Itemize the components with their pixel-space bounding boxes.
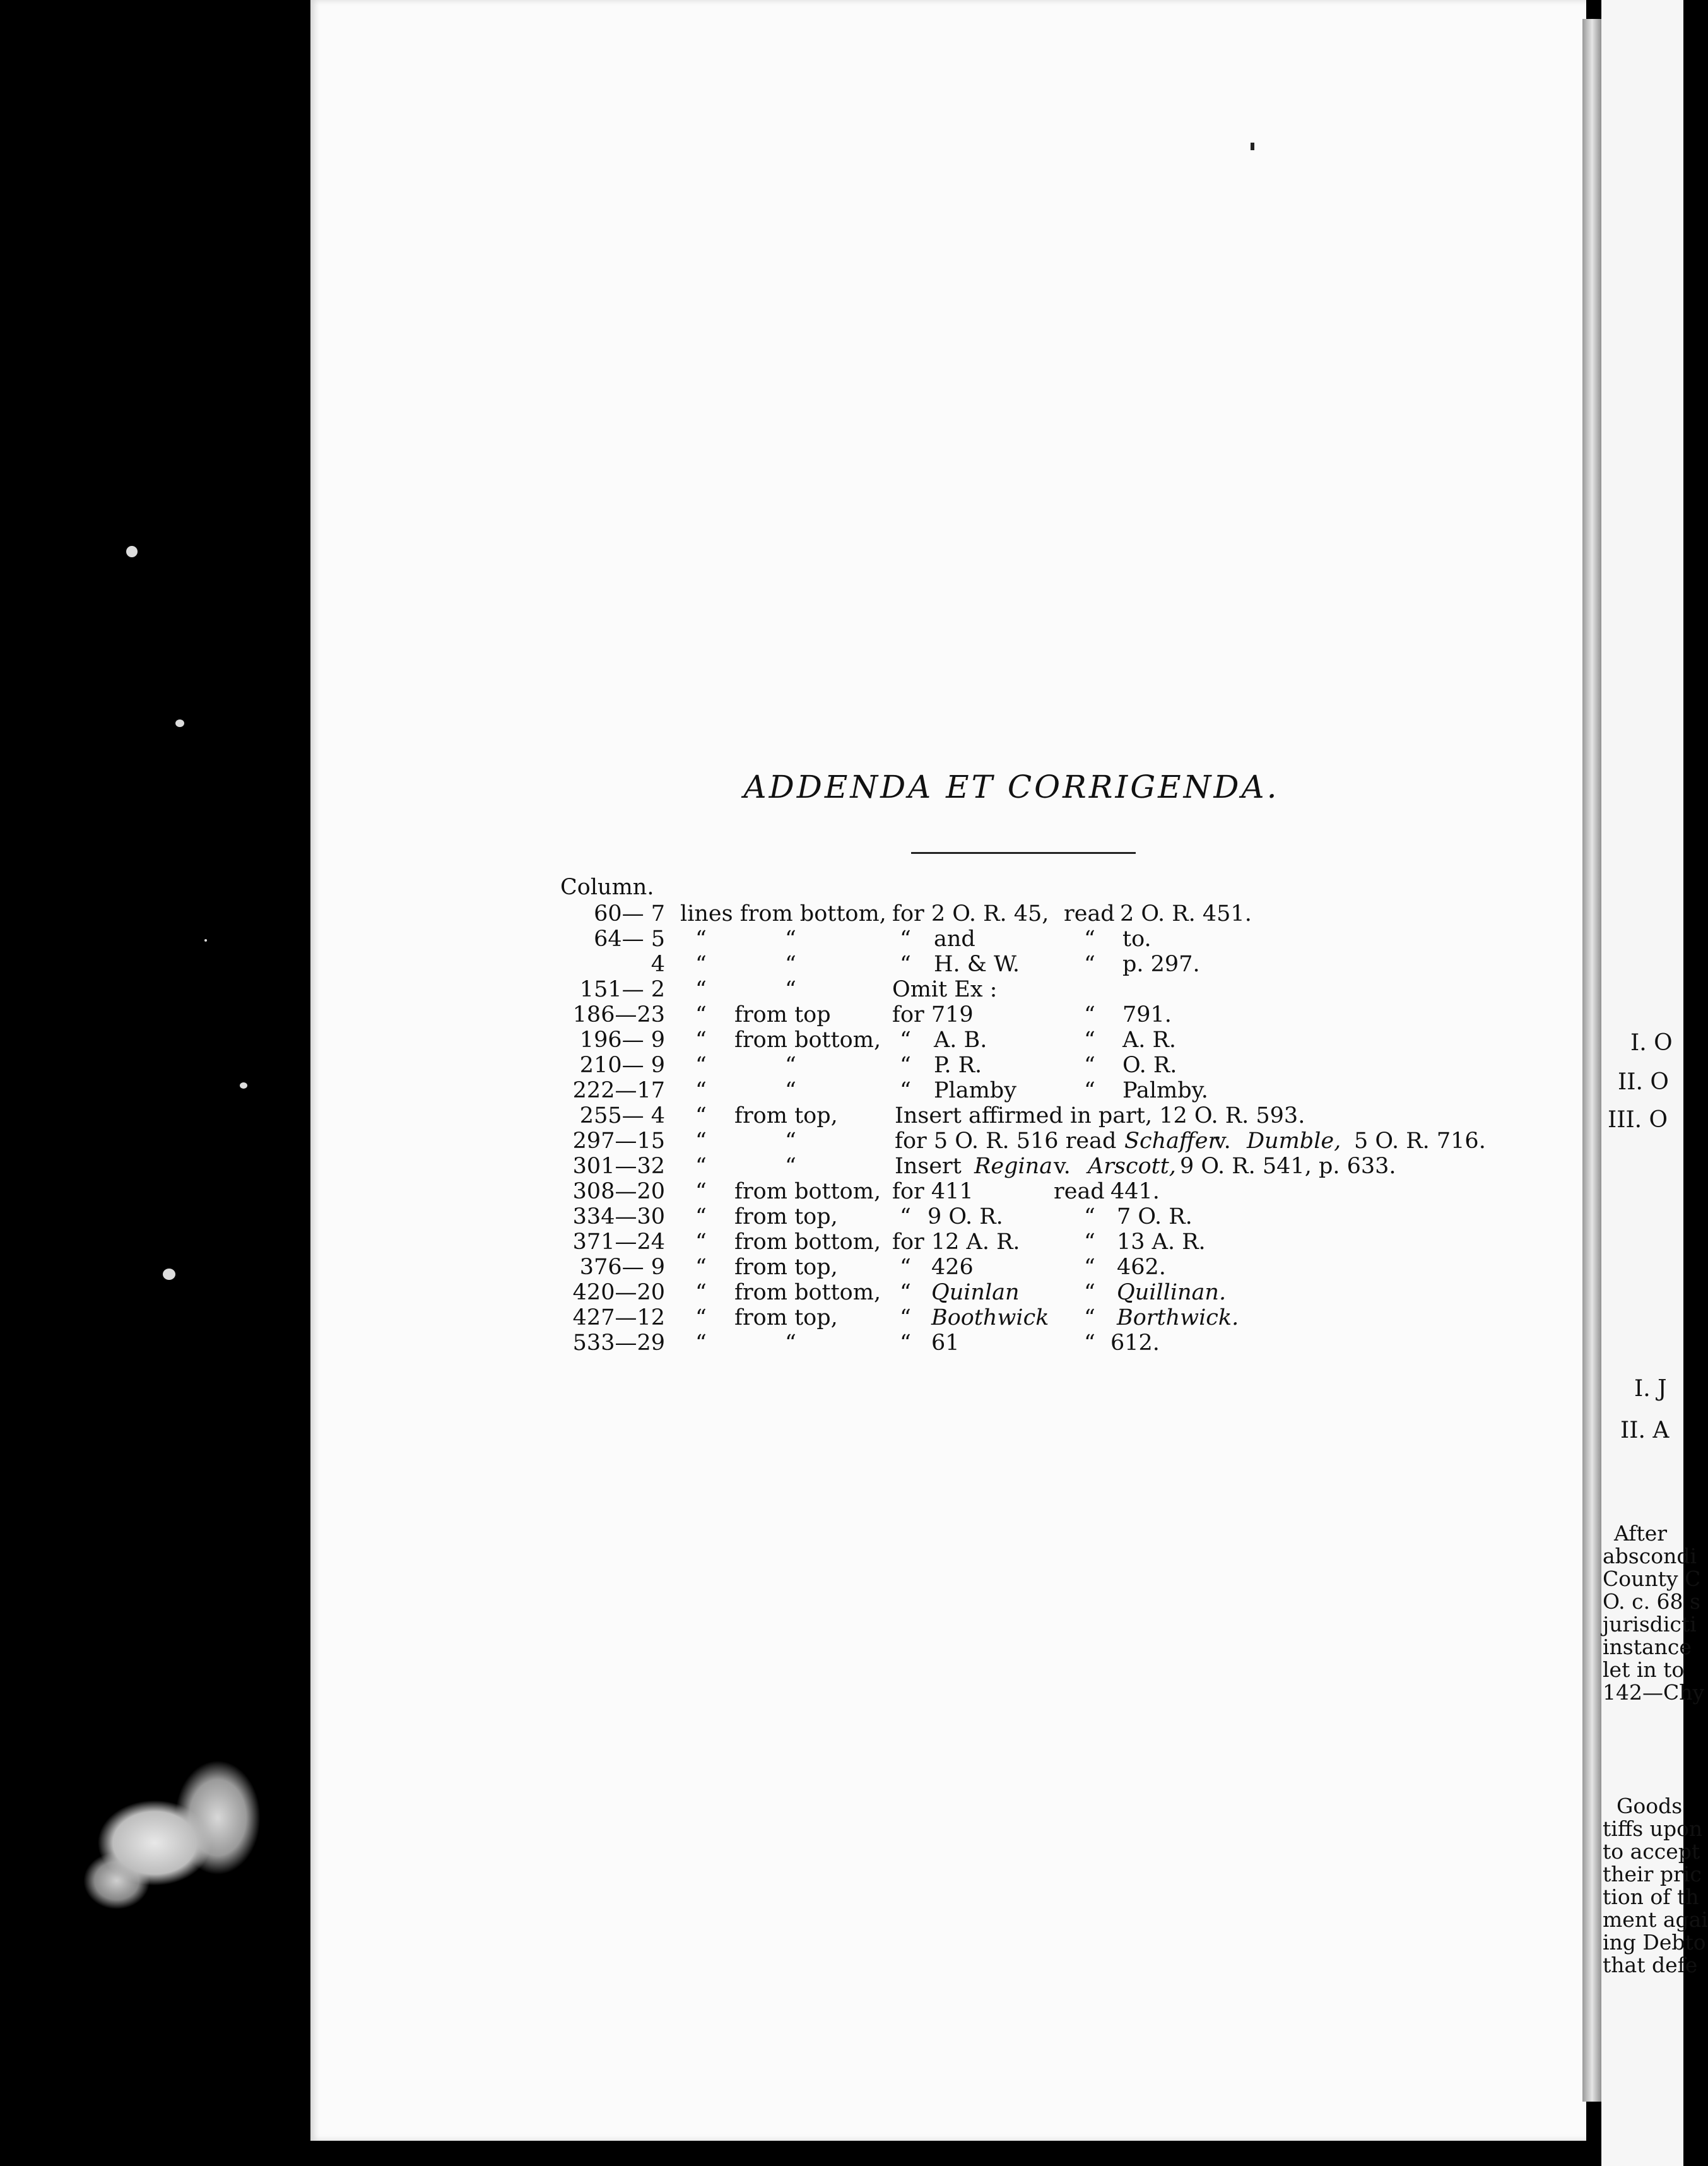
title-rule	[911, 852, 1136, 854]
action-text: P. R.	[934, 1053, 982, 1078]
paragraph-fragment: that defe	[1603, 1953, 1698, 1977]
action-text: 9 O. R.	[928, 1204, 1003, 1229]
column-ref: 186—23	[572, 1002, 665, 1027]
read-word: read	[1064, 901, 1115, 926]
ditto-mark: “	[900, 1280, 911, 1305]
action-text: 61	[931, 1330, 960, 1356]
column-ref: 196— 9	[579, 1027, 665, 1053]
action-text: Omit Ex :	[892, 977, 998, 1002]
ditto-mark: “	[900, 952, 911, 977]
ditto-mark: “	[785, 1078, 796, 1103]
correction-text: 612.	[1110, 1330, 1160, 1356]
ditto-mark: “	[695, 1229, 707, 1255]
ditto-mark: “	[900, 1053, 911, 1078]
corrigenda-row	[310, 1229, 1586, 1255]
ditto-mark: “	[1084, 1305, 1095, 1330]
action-text: for 411	[892, 1179, 974, 1204]
paragraph-fragment: Goods	[1617, 1794, 1683, 1818]
heading-fragment: I. J	[1634, 1376, 1667, 1402]
ditto-mark: “	[695, 1103, 707, 1128]
paragraph-fragment: ing Debto	[1603, 1930, 1706, 1955]
corrigenda-row	[310, 1280, 1586, 1305]
case-name: Boothwick	[931, 1305, 1049, 1330]
correction-text: 2 O. R. 451.	[1120, 901, 1252, 926]
citation-text: 5 O. R. 716.	[1354, 1128, 1486, 1154]
ditto-mark: “	[900, 1330, 911, 1356]
action-text: A. B.	[934, 1027, 987, 1053]
location-text: lines from bottom,	[680, 901, 886, 926]
column-ref: 533—29	[572, 1330, 665, 1356]
correction-text: O. R.	[1122, 1053, 1177, 1078]
action-text: for 5 O. R. 516 read	[895, 1128, 1117, 1154]
ditto-mark: “	[695, 1330, 707, 1356]
location-text: from top,	[734, 1255, 838, 1280]
ditto-mark: “	[1084, 952, 1095, 977]
paragraph-fragment: jurisdicti	[1603, 1612, 1697, 1636]
corrigenda-row	[310, 1179, 1586, 1204]
heading-fragment: I. O	[1630, 1030, 1673, 1056]
ditto-mark: “	[1084, 1027, 1095, 1053]
ditto-mark: “	[900, 1305, 911, 1330]
ditto-mark: “	[695, 1204, 707, 1229]
action-text: and	[934, 926, 975, 952]
paragraph-fragment: tiffs upon	[1603, 1816, 1703, 1841]
ditto-mark: “	[695, 952, 707, 977]
corrigenda-row	[310, 1255, 1586, 1280]
case-name: Quillinan.	[1117, 1280, 1227, 1305]
column-ref: 301—32	[572, 1154, 665, 1179]
corrigenda-row	[310, 901, 1586, 926]
paragraph-fragment: instance	[1603, 1635, 1692, 1659]
ditto-mark: “	[900, 1078, 911, 1103]
action-text: Insert	[895, 1154, 962, 1179]
ditto-mark: “	[695, 1280, 707, 1305]
ditto-mark: “	[785, 1128, 796, 1154]
ditto-mark: “	[1084, 926, 1095, 952]
corrigenda-row	[310, 1305, 1586, 1330]
right-page-fragment	[1601, 0, 1708, 2166]
ditto-mark: “	[1084, 1053, 1095, 1078]
paragraph-fragment: O. c. 68 s	[1603, 1589, 1700, 1614]
column-ref: 308—20	[572, 1179, 665, 1204]
location-text: from bottom,	[734, 1179, 881, 1204]
column-ref: 376— 9	[579, 1255, 665, 1280]
column-ref: 334—30	[572, 1204, 665, 1229]
paragraph-fragment: ment agai	[1603, 1907, 1708, 1932]
paragraph-fragment: After	[1614, 1521, 1668, 1546]
ink-speck	[1251, 143, 1254, 150]
column-ref: 4	[651, 952, 665, 977]
corrigenda-row	[310, 1128, 1586, 1154]
ditto-mark: “	[695, 1154, 707, 1179]
case-name: Borthwick.	[1117, 1305, 1239, 1330]
corrigenda-row	[310, 1002, 1586, 1027]
action-text: for 719	[892, 1002, 974, 1027]
book-gutter	[1582, 19, 1604, 2102]
column-ref: 210— 9	[579, 1053, 665, 1078]
ditto-mark: “	[900, 1204, 911, 1229]
case-name: Schaffer	[1124, 1128, 1219, 1154]
correction-text: A. R.	[1122, 1027, 1177, 1053]
corrigenda-row	[310, 926, 1586, 952]
location-text: from top,	[734, 1204, 838, 1229]
column-ref: 222—17	[572, 1078, 665, 1103]
heading-fragment: II. O	[1618, 1069, 1669, 1095]
column-ref: 64— 5	[594, 926, 665, 952]
corrigenda-row	[310, 1078, 1586, 1103]
read-word: read	[1054, 1179, 1105, 1204]
correction-text: 7 O. R.	[1117, 1204, 1193, 1229]
paragraph-fragment: let in to	[1603, 1657, 1685, 1682]
column-ref: 371—24	[572, 1229, 665, 1255]
action-text: for 12 A. R.	[892, 1229, 1020, 1255]
ditto-mark: “	[900, 1255, 911, 1280]
ditto-mark: “	[1084, 1078, 1095, 1103]
ditto-mark: “	[900, 926, 911, 952]
ditto-mark: “	[785, 952, 796, 977]
action-text: Plamby	[934, 1078, 1016, 1103]
action-text: Insert affirmed in part, 12 O. R. 593.	[895, 1103, 1305, 1128]
paragraph-fragment: 142—Chy	[1603, 1680, 1705, 1705]
location-text: from bottom,	[734, 1280, 881, 1305]
ditto-mark: “	[1084, 1330, 1095, 1356]
ditto-mark: “	[900, 1027, 911, 1053]
corrigenda-row	[310, 952, 1586, 977]
column-ref: 427—12	[572, 1305, 665, 1330]
correction-text: 441.	[1110, 1179, 1160, 1204]
paragraph-fragment: to accept	[1603, 1839, 1700, 1864]
ditto-mark: “	[695, 1078, 707, 1103]
ditto-mark: “	[695, 1053, 707, 1078]
location-text: from top,	[734, 1103, 838, 1128]
scan-debris-image	[60, 1717, 300, 1944]
location-text: from bottom,	[734, 1027, 881, 1053]
corrigenda-row	[310, 1330, 1586, 1356]
correction-text: Palmby.	[1122, 1078, 1208, 1103]
action-text: H. & W.	[934, 952, 1020, 977]
heading-fragment: III. O	[1608, 1107, 1668, 1133]
ditto-mark: “	[785, 1053, 796, 1078]
ditto-mark: “	[785, 1330, 796, 1356]
location-text: from top,	[734, 1305, 838, 1330]
left-page	[310, 0, 1586, 2141]
column-ref: 255— 4	[579, 1103, 665, 1128]
location-text: from top	[734, 1002, 831, 1027]
correction-text: to.	[1122, 926, 1151, 952]
ditto-mark: “	[695, 926, 707, 952]
paragraph-fragment: tion of th	[1603, 1885, 1699, 1909]
paragraph-fragment: their pric	[1603, 1862, 1702, 1886]
heading-fragment: II. A	[1620, 1417, 1670, 1443]
versus-text: v.	[1054, 1154, 1071, 1179]
action-text: for 2 O. R. 45,	[892, 901, 1049, 926]
column-heading: Column.	[560, 875, 654, 900]
column-ref: 420—20	[572, 1280, 665, 1305]
correction-text: 13 A. R.	[1117, 1229, 1206, 1255]
ditto-mark: “	[695, 1305, 707, 1330]
ditto-mark: “	[695, 1002, 707, 1027]
column-ref: 297—15	[572, 1128, 665, 1154]
action-text: 426	[931, 1255, 974, 1280]
location-text: from bottom,	[734, 1229, 881, 1255]
correction-text: 791.	[1122, 1002, 1172, 1027]
ditto-mark: “	[1084, 1229, 1095, 1255]
corrigenda-row	[310, 1103, 1586, 1128]
paragraph-fragment: abscondi	[1603, 1544, 1697, 1568]
page-title: ADDENDA ET CORRIGENDA.	[743, 769, 1280, 805]
ditto-mark: “	[1084, 1280, 1095, 1305]
corrigenda-row	[310, 1027, 1586, 1053]
ditto-mark: “	[785, 1154, 796, 1179]
column-ref: 151— 2	[579, 977, 665, 1002]
ditto-mark: “	[695, 1027, 707, 1053]
ditto-mark: “	[695, 1128, 707, 1154]
correction-text: 462.	[1117, 1255, 1166, 1280]
case-name: Quinlan	[931, 1280, 1020, 1305]
ditto-mark: “	[695, 977, 707, 1002]
column-ref: 60— 7	[594, 901, 665, 926]
ditto-mark: “	[695, 1255, 707, 1280]
ditto-mark: “	[785, 926, 796, 952]
ditto-mark: “	[1084, 1255, 1095, 1280]
versus-text: v.	[1214, 1128, 1231, 1154]
ditto-mark: “	[1084, 1002, 1095, 1027]
corrigenda-row	[310, 1204, 1586, 1229]
ditto-mark: “	[695, 1179, 707, 1204]
corrigenda-row	[310, 1053, 1586, 1078]
corrigenda-row	[310, 1154, 1586, 1179]
corrigenda-row	[310, 977, 1586, 1002]
ditto-mark: “	[785, 977, 796, 1002]
citation-text: 9 O. R. 541, p. 633.	[1180, 1154, 1396, 1179]
paragraph-fragment: County C	[1603, 1566, 1701, 1591]
case-name: Regina	[974, 1154, 1053, 1179]
case-name: Arscott,	[1088, 1154, 1176, 1179]
ditto-mark: “	[1084, 1204, 1095, 1229]
correction-text: p. 297.	[1122, 952, 1200, 977]
case-name: Dumble,	[1247, 1128, 1341, 1154]
